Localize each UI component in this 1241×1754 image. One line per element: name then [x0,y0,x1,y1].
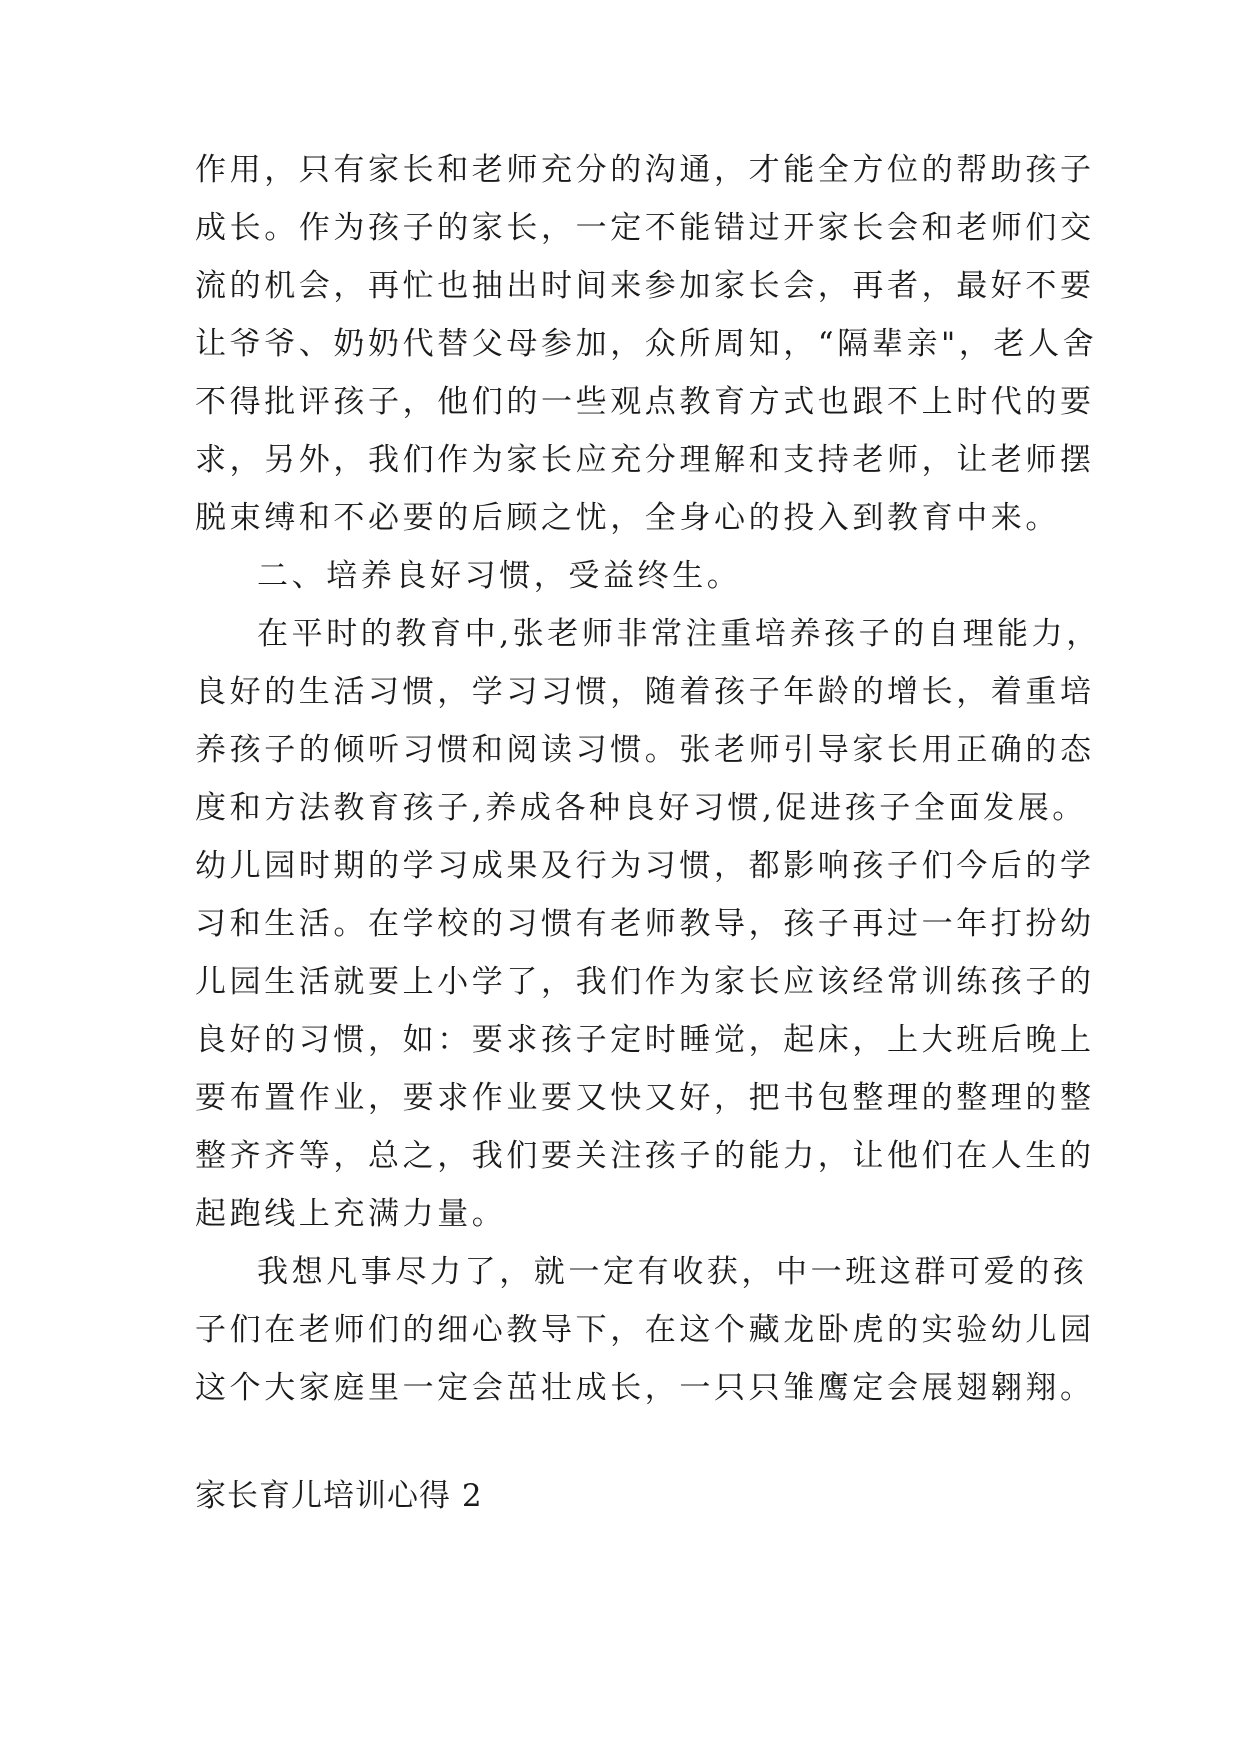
paragraph-line: 良好的习惯，如：要求孩子定时睡觉，起床，上大班后晚上 [195,1022,1095,1058]
paragraph-line: 子们在老师们的细心教导下，在这个藏龙卧虎的实验幼儿园 [195,1312,1095,1348]
paragraph-line: 脱束缚和不必要的后顾之忧，全身心的投入到教育中来。 [195,500,1060,536]
document-page [195,0,1101,1754]
paragraph-line: 不得批评孩子，他们的一些观点教育方式也跟不上时代的要 [195,384,1095,420]
paragraph-line: 作用，只有家长和老师充分的沟通，才能全方位的帮助孩子 [195,152,1095,188]
paragraph-line: 我想凡事尽力了，就一定有收获，中一班这群可爱的孩 [257,1254,1088,1290]
next-section-title: 家长育儿培训心得 2 [195,1478,483,1514]
paragraph-line: 养孩子的倾听习惯和阅读习惯。张老师引导家长用正确的态 [195,732,1095,768]
paragraph-line: 起跑线上充满力量。 [195,1196,507,1232]
paragraph-line: 这个大家庭里一定会茁壮成长，一只只雏鹰定会展翅翱翔。 [195,1370,1095,1406]
paragraph-line: 儿园生活就要上小学了，我们作为家长应该经常训练孩子的 [195,964,1095,1000]
paragraph-line: 习和生活。在学校的习惯有老师教导，孩子再过一年打扮幼 [195,906,1095,942]
paragraph-line: 度和方法教育孩子,养成各种良好习惯,促进孩子全面发展。 [195,790,1087,826]
paragraph-line: 要布置作业，要求作业要又快又好，把书包整理的整理的整 [195,1080,1095,1116]
paragraph-line: 让爷爷、奶奶代替父母参加，众所周知，“隔辈亲"，老人舍 [195,326,1098,362]
paragraph-line: 求，另外，我们作为家长应充分理解和支持老师，让老师摆 [195,442,1095,478]
paragraph-line: 流的机会，再忙也抽出时间来参加家长会，再者，最好不要 [195,268,1095,304]
paragraph-line: 幼儿园时期的学习成果及行为习惯，都影响孩子们今后的学 [195,848,1095,884]
paragraph-line: 整齐齐等，总之，我们要关注孩子的能力，让他们在人生的 [195,1138,1095,1174]
paragraph-line: 成长。作为孩子的家长，一定不能错过开家长会和老师们交 [195,210,1095,246]
paragraph-line: 在平时的教育中,张老师非常注重培养孩子的自理能力， [257,616,1101,652]
paragraph-line: 良好的生活习惯，学习习惯，随着孩子年龄的增长，着重培 [195,674,1095,710]
section-heading: 二、培养良好习惯，受益终生。 [257,558,742,594]
